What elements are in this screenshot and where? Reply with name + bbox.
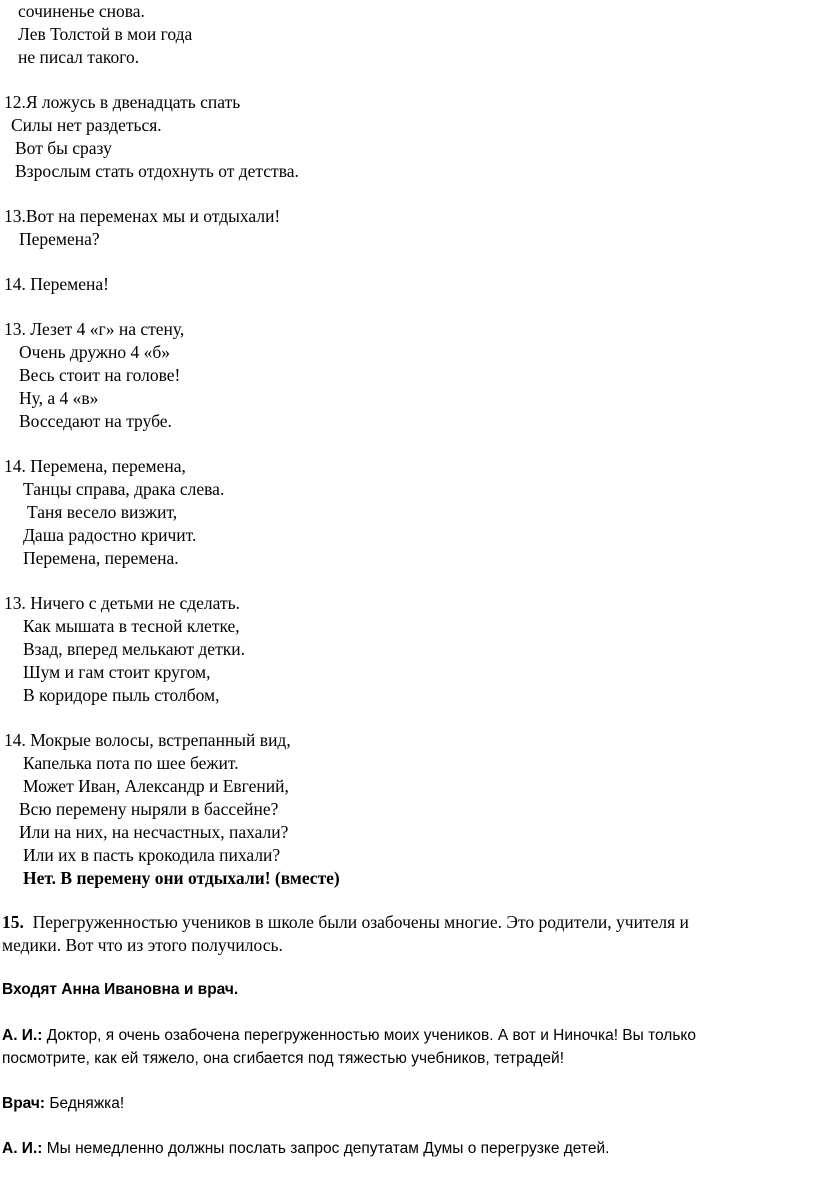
- dialogue-text: Доктор, я очень озабочена перегруженностью моих учеников. А вот и Ниночка! Вы только: [42, 1027, 696, 1044]
- poem-line: Всю перемену ныряли в бассейне?: [19, 799, 279, 819]
- paragraph-15-line-1: [2, 911, 689, 933]
- dialogue-line: [2, 1093, 124, 1115]
- stage-direction: Входят Анна Ивановна и врач.: [2, 981, 239, 998]
- speaker-name: А. И.:: [2, 1140, 43, 1157]
- poem-line: 14. Перемена, перемена,: [4, 456, 186, 476]
- dialogue-text: Мы немедленно должны послать запрос депутатам Думы о перегрузке детей.: [42, 1140, 610, 1157]
- poem-line: 13. Лезет 4 «г» на стену,: [4, 319, 185, 339]
- poem-line: Взрослым стать отдохнуть от детства.: [15, 161, 299, 181]
- dialogue-line-cont: посмотрите, как ей тяжело, она сгибается под тяжестью учебников, тетрадей!: [2, 1050, 565, 1067]
- poem-line: не писал такого.: [18, 47, 140, 67]
- poem-line: 13. Ничего с детьми не сделать.: [4, 593, 240, 613]
- poem-line: Танцы справа, драка слева.: [23, 479, 225, 499]
- poem-line: Или их в пасть крокодила пихали?: [23, 845, 281, 865]
- poem-line: Шум и гам стоит кругом,: [23, 662, 211, 682]
- poem-line: Силы нет раздеться.: [11, 115, 162, 135]
- paragraph-text: Перегруженностью учеников в школе были озабочены многие. Это родители, учителя и: [32, 912, 689, 932]
- poem-line: Очень дружно 4 «б»: [19, 342, 170, 362]
- dialogue-line: [2, 1138, 609, 1160]
- poem-line: В коридоре пыль столбом,: [23, 685, 220, 705]
- poem-line: Вот бы сразу: [15, 138, 112, 158]
- poem-line: Таня весело визжит,: [27, 502, 178, 522]
- poem-line: Ну, а 4 «в»: [19, 388, 99, 408]
- poem-line: Восседают на трубе.: [19, 411, 172, 431]
- speaker-name: А. И.:: [2, 1027, 43, 1044]
- paragraph-15-line-2: медики. Вот что из этого получилось.: [2, 935, 283, 955]
- poem-line: Перемена, перемена.: [23, 548, 179, 568]
- poem-line: 14. Мокрые волосы, встрепанный вид,: [4, 730, 291, 750]
- poem-line-bold: Нет. В перемену они отдыхали! (вместе): [23, 868, 340, 888]
- poem-line: Капелька пота по шее бежит.: [23, 753, 239, 773]
- poem-line: 12.Я ложусь в двенадцать спать: [4, 92, 241, 112]
- poem-line: 14. Перемена!: [4, 274, 109, 294]
- poem-line: Или на них, на несчастных, пахали?: [19, 822, 289, 842]
- poem-line: Перемена?: [19, 229, 100, 249]
- poem-line: Взад, вперед мелькают детки.: [23, 639, 245, 659]
- paragraph-number: 15.: [2, 912, 24, 932]
- poem-line: Может Иван, Александр и Евгений,: [23, 776, 289, 796]
- speaker-name: Врач:: [2, 1095, 46, 1112]
- poem-line: Весь стоит на голове!: [19, 365, 181, 385]
- dialogue-line: [2, 1025, 696, 1047]
- poem-line: сочиненье снова.: [18, 1, 145, 21]
- poem-line: Лев Толстой в мои года: [18, 24, 193, 44]
- poem-line: Даша радостно кричит.: [23, 525, 197, 545]
- poem-line: 13.Вот на переменах мы и отдыхали!: [4, 206, 281, 226]
- poem-line: Как мышата в тесной клетке,: [23, 616, 240, 636]
- dialogue-text: Бедняжка!: [45, 1095, 125, 1112]
